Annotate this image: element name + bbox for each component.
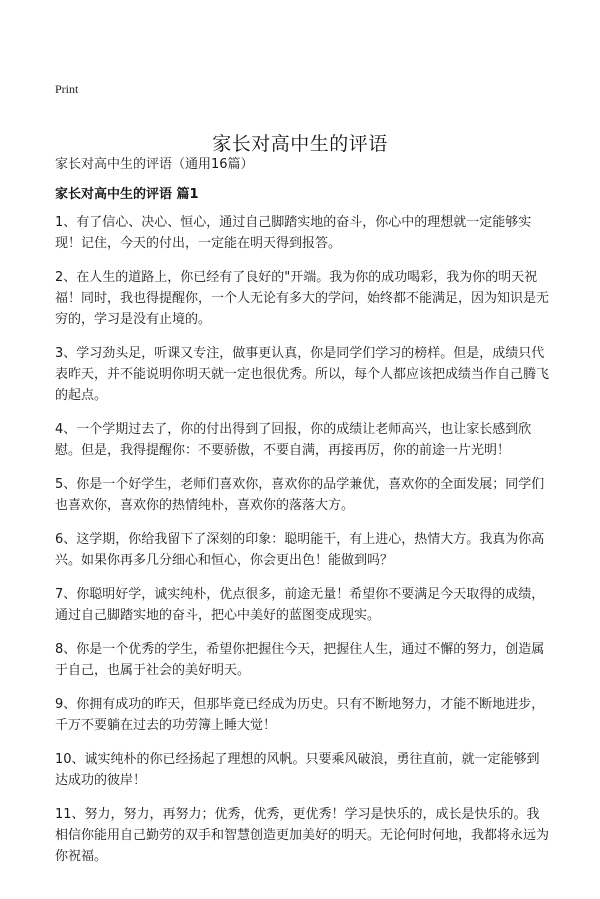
paragraph-7: 7、你聪明好学，诚实纯朴，优点很多，前途无量！希望你不要满足今天取得的成绩，通过自己脚踏实地的奋斗，把心中美好的蓝图变成现实。	[55, 587, 545, 623]
paragraph-9: 9、你拥有成功的昨天，但那毕竟已经成为历史。只有不断地努力，才能不断地进步，千万不要躺在过去的功劳簿上睡大觉！	[55, 697, 545, 733]
paragraph-11: 11、努力，努力，再努力；优秀，优秀，更优秀！学习是快乐的，成长是快乐的。我相信你能用自己勤劳的双手和智慧创造更加美好的明天。无论何时何地，我都将永远为你祝福。	[55, 807, 550, 864]
paragraph-2: 2、在人生的道路上，你已经有了良好的"开端。我为你的成功喝彩，我为你的明天祝福！同时，我也得提醒你，一个人无论有多大的学问，始终都不能满足，因为知识是无穷的，学习是没有止境的。	[55, 270, 550, 327]
paragraph-10: 10、诚实纯朴的你已经扬起了理想的风帆。只要乘风破浪，勇往直前，就一定能够到达成功的彼岸！	[55, 752, 540, 788]
print-label[interactable]: Print	[55, 82, 79, 96]
paragraph-8: 8、你是一个优秀的学生，希望你把握住今天，把握住人生，通过不懈的努力，创造属于自己，也属于社会的美好明天。	[55, 642, 545, 678]
document-subtitle: 家长对高中生的评语（通用16篇）	[55, 157, 254, 172]
paragraph-list	[55, 212, 551, 880]
paragraph-5: 5、你是一个好学生，老师们喜欢你，喜欢你的品学兼优，喜欢你的全面发展；同学们也喜欢你，喜欢你的热情纯朴，喜欢你的落落大方。	[55, 477, 545, 513]
paragraph-3: 3、学习劲头足，听课又专注，做事更认真，你是同学们学习的榜样。但是，成绩只代表昨天，并不能说明你明天就一定也很优秀。所以，每个人都应该把成绩当作自己腾飞的起点。	[55, 346, 550, 403]
page-title: 家长对高中生的评语	[212, 132, 388, 155]
paragraph-6: 6、这学期，你给我留下了深刻的印象：聪明能干，有上进心，热情大方。我真为你高兴。如果你再多几分细心和恒心，你会更出色！能做到吗？	[55, 532, 545, 568]
paragraph-1: 1、有了信心、决心、恒心，通过自己脚踏实地的奋斗，你心中的理想就一定能够实现！记住，今天的付出，一定能在明天得到报答。	[55, 215, 532, 251]
paragraph-4: 4、一个学期过去了，你的付出得到了回报，你的成绩让老师高兴，也让家长感到欣慰。但是，我得提醒你：不要骄傲，不要自满，再接再厉，你的前途一片光明！	[55, 422, 532, 458]
section-heading: 家长对高中生的评语 篇1	[55, 187, 199, 202]
